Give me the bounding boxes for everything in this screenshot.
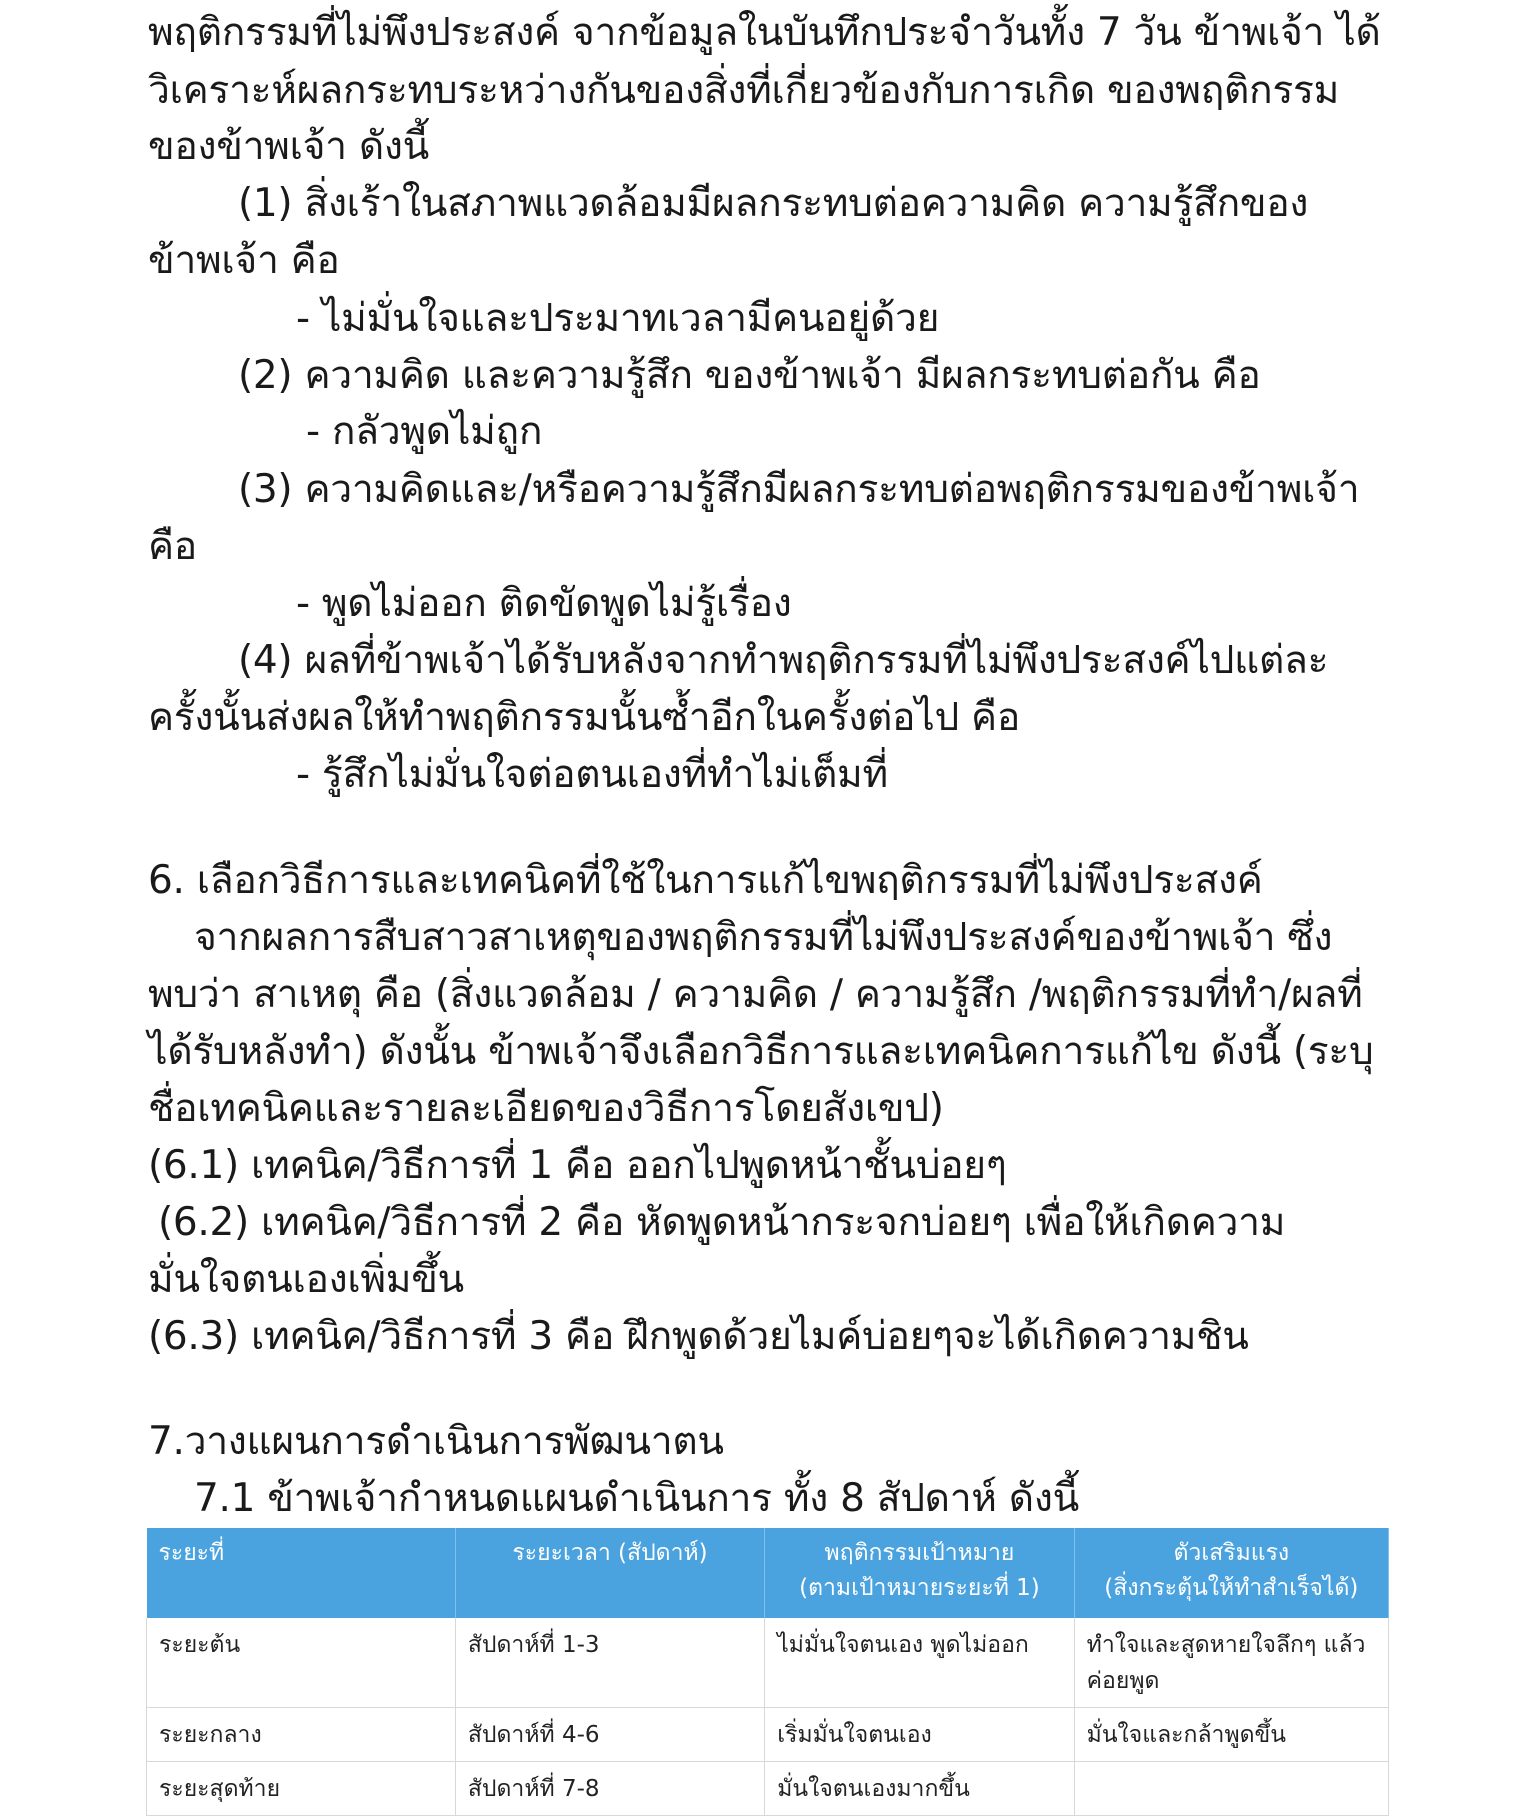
body-line: พบว่า สาเหตุ คือ (สิ่งแวดล้อม / ความคิด / ความรู้สึก /พฤติกรรมที่ทำ/ผลที่	[148, 972, 1363, 1017]
table-cell: มั่นใจและกล้าพูดขึ้น	[1074, 1708, 1388, 1762]
header-text: ระยะเวลา (สัปดาห์)	[512, 1540, 708, 1566]
table-header-cell	[455, 1528, 764, 1618]
section-7-heading: 7.วางแผนการดำเนินการพัฒนาตน	[148, 1419, 724, 1464]
body-line: มั่นใจตนเองเพิ่มขึ้น	[148, 1257, 464, 1302]
body-line: ครั้งนั้นส่งผลให้ทำพฤติกรรมนั้นซ้ำอีกในครั้งต่อไป คือ	[148, 695, 1020, 740]
table-cell	[1074, 1762, 1388, 1816]
section-6-heading: 6. เลือกวิธีการและเทคนิคที่ใช้ในการแก้ไขพฤติกรรมที่ไม่พึงประสงค์	[148, 858, 1263, 903]
bullet-line: - พูดไม่ออก ติดขัดพูดไม่รู้เรื่อง	[296, 581, 792, 626]
table-cell: ทำใจและสูดหายใจลึกๆ แล้วค่อยพูด	[1074, 1618, 1388, 1708]
table-cell: สัปดาห์ที่ 7-8	[455, 1762, 764, 1816]
header-text: ตัวเสริมแรง	[1173, 1540, 1290, 1566]
header-text: ระยะที่	[158, 1540, 225, 1566]
table-cell: ไม่มั่นใจตนเอง พูดไม่ออก	[765, 1618, 1074, 1708]
header-text: พฤติกรรมเป้าหมาย	[824, 1540, 1015, 1566]
table-header-cell	[765, 1528, 1074, 1618]
body-line: ชื่อเทคนิคและรายละเอียดของวิธีการโดยสังเขป)	[148, 1086, 944, 1131]
table-cell: มั่นใจตนเองมากขึ้น	[765, 1762, 1074, 1816]
table-cell: ระยะสุดท้าย	[147, 1762, 456, 1816]
plan-table	[146, 1528, 1389, 1816]
bullet-line: - กลัวพูดไม่ถูก	[306, 409, 543, 454]
table-header-cell	[1074, 1528, 1388, 1618]
header-subtext: (สิ่งกระตุ้นให้ทำสำเร็จได้)	[1104, 1575, 1359, 1601]
bullet-line: - รู้สึกไม่มั่นใจต่อตนเองที่ทำไม่เต็มที่	[296, 752, 888, 797]
body-line: ของข้าพเจ้า ดังนี้	[148, 124, 430, 169]
item-2-line: (2) ความคิด และความรู้สึก ของข้าพเจ้า มีผลกระทบต่อกัน คือ	[238, 353, 1261, 398]
table-cell: ระยะกลาง	[147, 1708, 456, 1762]
item-3-line: (3) ความคิดและ/หรือความรู้สึกมีผลกระทบต่อพฤติกรรมของข้าพเจ้า	[238, 467, 1360, 512]
table-row	[147, 1708, 1389, 1762]
item-4-line: (4) ผลที่ข้าพเจ้าได้รับหลังจากทำพฤติกรรมที่ไม่พึงประสงค์ไปแต่ละ	[238, 638, 1329, 683]
technique-2-line: (6.2) เทคนิค/วิธีการที่ 2 คือ หัดพูดหน้ากระจกบ่อยๆ เพื่อให้เกิดความ	[158, 1200, 1286, 1245]
section-7-1-heading: 7.1 ข้าพเจ้ากำหนดแผนดำเนินการ ทั้ง 8 สัปดาห์ ดังนี้	[194, 1476, 1079, 1521]
table-cell: ระยะต้น	[147, 1618, 456, 1708]
table-cell: สัปดาห์ที่ 1-3	[455, 1618, 764, 1708]
technique-3-line: (6.3) เทคนิค/วิธีการที่ 3 คือ ฝึกพูดด้วยไมค์บ่อยๆจะได้เกิดความชิน	[148, 1314, 1249, 1359]
table-cell: สัปดาห์ที่ 4-6	[455, 1708, 764, 1762]
body-line: ข้าพเจ้า คือ	[148, 238, 340, 283]
body-line: พฤติกรรมที่ไม่พึงประสงค์ จากข้อมูลในบันทึกประจำวันทั้ง 7 วัน ข้าพเจ้า ได้	[148, 10, 1381, 55]
header-subtext: (ตามเป้าหมายระยะที่ 1)	[799, 1575, 1040, 1601]
body-line: คือ	[148, 524, 197, 569]
bullet-line: - ไม่มั่นใจและประมาทเวลามีคนอยู่ด้วย	[296, 296, 940, 341]
technique-1-line: (6.1) เทคนิค/วิธีการที่ 1 คือ ออกไปพูดหน้าชั้นบ่อยๆ	[148, 1143, 1007, 1188]
body-line: ได้รับหลังทำ) ดังนั้น ข้าพเจ้าจึงเลือกวิธีการและเทคนิคการแก้ไข ดังนี้ (ระบุ	[148, 1029, 1374, 1074]
table-header-cell	[147, 1528, 456, 1618]
body-line: วิเคราะห์ผลกระทบระหว่างกันของสิ่งที่เกี่ยวข้องกับการเกิด ของพฤติกรรม	[148, 68, 1340, 113]
table-header-row	[147, 1528, 1389, 1618]
table-row	[147, 1762, 1389, 1816]
body-line: จากผลการสืบสาวสาเหตุของพฤติกรรมที่ไม่พึงประสงค์ของข้าพเจ้า ซึ่ง	[194, 915, 1333, 960]
table-row	[147, 1618, 1389, 1708]
item-1-line: (1) สิ่งเร้าในสภาพแวดล้อมมีผลกระทบต่อความคิด ความรู้สึกของ	[238, 181, 1309, 226]
table-cell: เริ่มมั่นใจตนเอง	[765, 1708, 1074, 1762]
